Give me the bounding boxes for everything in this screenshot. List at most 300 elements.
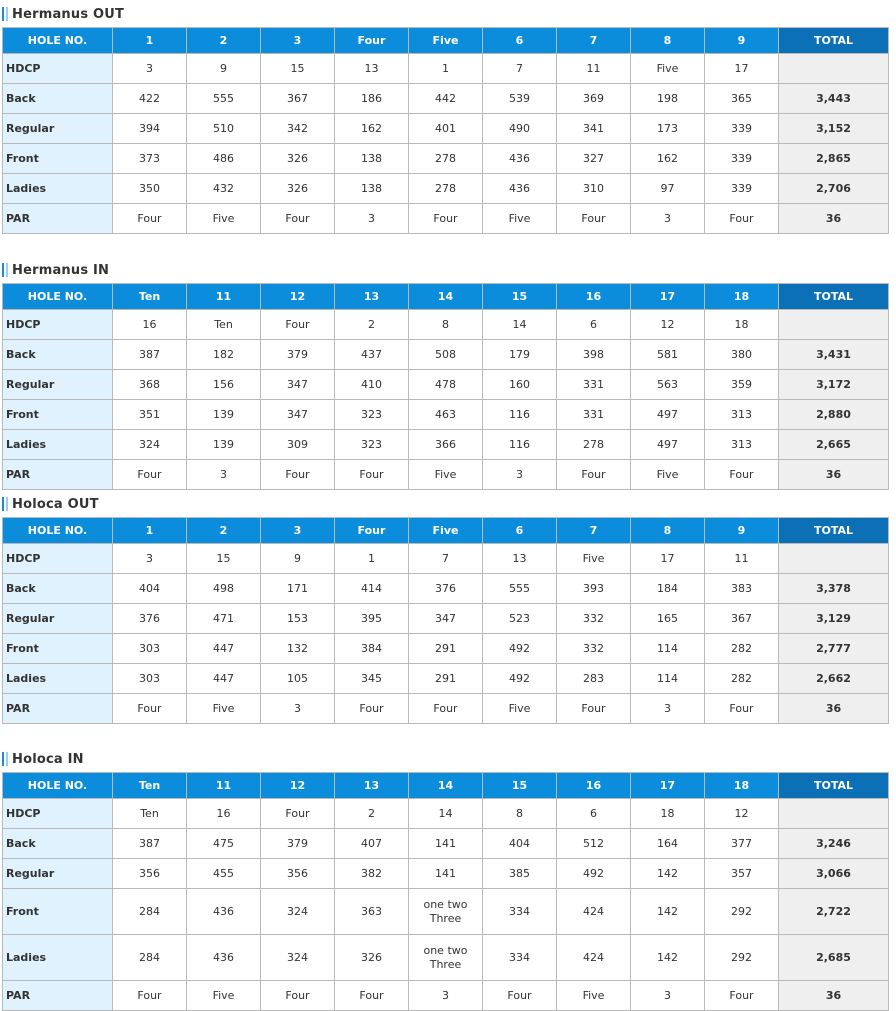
scorecard-table — [2, 772, 889, 1011]
table-cell: 492 — [557, 859, 631, 889]
table-cell: 132 — [261, 634, 335, 664]
total-cell: 2,662 — [779, 664, 889, 694]
table-cell: Five — [483, 694, 557, 724]
table-cell: 141 — [409, 829, 483, 859]
table-cell: 12 — [705, 799, 779, 829]
row-label: Back — [3, 574, 113, 604]
total-cell: 2,880 — [779, 400, 889, 430]
table-cell: Five — [409, 460, 483, 490]
table-cell: 114 — [631, 634, 705, 664]
table-cell: 15 — [187, 544, 261, 574]
row-label: PAR — [3, 204, 113, 234]
table-row — [3, 430, 889, 460]
table-cell: 13 — [335, 54, 409, 84]
table-cell: 395 — [335, 604, 409, 634]
header-cell: 7 — [557, 518, 631, 544]
table-cell: 16 — [187, 799, 261, 829]
table-cell: 138 — [335, 144, 409, 174]
table-cell: 366 — [409, 430, 483, 460]
title-bar-icon — [2, 497, 8, 511]
table-cell: 379 — [261, 829, 335, 859]
table-cell: 303 — [113, 634, 187, 664]
table-cell: 365 — [705, 84, 779, 114]
scorecard-table — [2, 283, 889, 490]
table-cell: 475 — [187, 829, 261, 859]
table-cell: Five — [187, 694, 261, 724]
table-cell: 162 — [631, 144, 705, 174]
header-cell: Five — [409, 28, 483, 54]
header-cell: 11 — [187, 773, 261, 799]
table-cell: 17 — [705, 54, 779, 84]
table-cell: 356 — [261, 859, 335, 889]
table-cell: 471 — [187, 604, 261, 634]
table-cell: 432 — [187, 174, 261, 204]
table-cell: 3 — [113, 544, 187, 574]
table-cell: 363 — [335, 889, 409, 935]
table-row — [3, 859, 889, 889]
table-cell: 339 — [705, 114, 779, 144]
table-cell: 7 — [483, 54, 557, 84]
section-holoca-out — [0, 494, 896, 715]
table-cell: 351 — [113, 400, 187, 430]
table-cell: 11 — [705, 544, 779, 574]
table-cell: 401 — [409, 114, 483, 144]
header-cell-total: TOTAL — [779, 284, 889, 310]
table-row — [3, 799, 889, 829]
table-cell: 324 — [113, 430, 187, 460]
table-cell: 198 — [631, 84, 705, 114]
table-cell: 282 — [705, 664, 779, 694]
table-cell: 179 — [483, 340, 557, 370]
table-cell: 3 — [409, 981, 483, 1011]
table-cell: 182 — [187, 340, 261, 370]
table-row — [3, 204, 889, 234]
header-cell: 3 — [261, 28, 335, 54]
table-cell: Four — [261, 204, 335, 234]
table-cell: Four — [335, 694, 409, 724]
header-row — [3, 284, 889, 310]
header-cell-total: TOTAL — [779, 773, 889, 799]
row-label: Regular — [3, 114, 113, 144]
total-cell: 3,246 — [779, 829, 889, 859]
header-cell: 9 — [705, 518, 779, 544]
table-cell: 497 — [631, 400, 705, 430]
table-cell: Four — [705, 694, 779, 724]
table-cell: 424 — [557, 889, 631, 935]
table-cell: 3 — [335, 204, 409, 234]
table-cell: 142 — [631, 889, 705, 935]
row-label: Front — [3, 400, 113, 430]
total-cell — [779, 799, 889, 829]
table-cell: 97 — [631, 174, 705, 204]
table-cell: 377 — [705, 829, 779, 859]
table-cell: Four — [261, 310, 335, 340]
table-cell: 387 — [113, 340, 187, 370]
table-cell: 3 — [261, 694, 335, 724]
table-cell: Four — [705, 981, 779, 1011]
table-row — [3, 889, 889, 935]
row-label: Front — [3, 144, 113, 174]
table-row — [3, 310, 889, 340]
table-cell: 105 — [261, 664, 335, 694]
table-cell: 6 — [557, 310, 631, 340]
table-cell: 394 — [113, 114, 187, 144]
table-cell: Five — [631, 460, 705, 490]
header-cell: HOLE NO. — [3, 773, 113, 799]
table-cell: 326 — [335, 935, 409, 981]
header-cell: 2 — [187, 518, 261, 544]
table-cell: Five — [557, 544, 631, 574]
table-cell: 326 — [261, 174, 335, 204]
table-row — [3, 144, 889, 174]
table-cell: Five — [187, 981, 261, 1011]
header-cell: HOLE NO. — [3, 518, 113, 544]
table-cell: 303 — [113, 664, 187, 694]
table-cell: Four — [557, 204, 631, 234]
table-cell: 410 — [335, 370, 409, 400]
table-cell: 376 — [113, 604, 187, 634]
table-cell: 555 — [483, 574, 557, 604]
header-cell: 14 — [409, 773, 483, 799]
table-cell: Four — [483, 981, 557, 1011]
table-cell: 2 — [335, 310, 409, 340]
table-cell: 398 — [557, 340, 631, 370]
table-cell: 382 — [335, 859, 409, 889]
table-cell: 490 — [483, 114, 557, 144]
row-label: Back — [3, 340, 113, 370]
table-row — [3, 604, 889, 634]
table-cell: 313 — [705, 430, 779, 460]
table-cell: 139 — [187, 430, 261, 460]
header-cell: 12 — [261, 284, 335, 310]
table-cell: 14 — [483, 310, 557, 340]
header-cell: 17 — [631, 284, 705, 310]
header-cell-total: TOTAL — [779, 518, 889, 544]
total-cell: 36 — [779, 694, 889, 724]
row-label: Regular — [3, 370, 113, 400]
table-cell: 8 — [409, 310, 483, 340]
table-cell: Four — [557, 694, 631, 724]
table-cell: 309 — [261, 430, 335, 460]
header-cell: 8 — [631, 28, 705, 54]
total-cell: 36 — [779, 460, 889, 490]
table-cell: 9 — [261, 544, 335, 574]
table-cell: 142 — [631, 859, 705, 889]
table-cell: 3 — [631, 981, 705, 1011]
total-cell: 3,066 — [779, 859, 889, 889]
table-cell: Four — [261, 981, 335, 1011]
table-cell: 18 — [705, 310, 779, 340]
table-cell: 581 — [631, 340, 705, 370]
table-cell: 327 — [557, 144, 631, 174]
section-title: Holoca OUT — [0, 494, 896, 514]
table-cell: 332 — [557, 634, 631, 664]
header-cell: 16 — [557, 284, 631, 310]
table-cell: 393 — [557, 574, 631, 604]
row-label: Regular — [3, 859, 113, 889]
table-row — [3, 54, 889, 84]
table-cell: 384 — [335, 634, 409, 664]
table-row — [3, 664, 889, 694]
table-cell: Four — [409, 694, 483, 724]
table-cell: 407 — [335, 829, 409, 859]
table-cell: 442 — [409, 84, 483, 114]
row-label: Ladies — [3, 664, 113, 694]
table-row — [3, 544, 889, 574]
total-cell: 3,152 — [779, 114, 889, 144]
table-cell: 186 — [335, 84, 409, 114]
table-cell: Ten — [187, 310, 261, 340]
total-cell: 36 — [779, 204, 889, 234]
table-cell: 9 — [187, 54, 261, 84]
table-row — [3, 981, 889, 1011]
section-title: Hermanus OUT — [0, 4, 896, 24]
table-row — [3, 174, 889, 204]
row-label: Front — [3, 889, 113, 935]
table-cell: 171 — [261, 574, 335, 604]
table-cell: 3 — [631, 204, 705, 234]
header-cell: HOLE NO. — [3, 284, 113, 310]
table-cell: 334 — [483, 889, 557, 935]
table-cell: 278 — [409, 144, 483, 174]
table-cell: Four — [261, 460, 335, 490]
table-cell: 7 — [409, 544, 483, 574]
table-cell: 350 — [113, 174, 187, 204]
table-cell: 447 — [187, 634, 261, 664]
table-cell: 486 — [187, 144, 261, 174]
table-cell: 404 — [113, 574, 187, 604]
table-cell: 512 — [557, 829, 631, 859]
table-cell: 323 — [335, 400, 409, 430]
section-hermanus-out — [0, 4, 896, 225]
header-row — [3, 773, 889, 799]
header-cell: 11 — [187, 284, 261, 310]
table-cell: 8 — [483, 799, 557, 829]
table-cell: 12 — [631, 310, 705, 340]
table-cell: 173 — [631, 114, 705, 144]
table-cell: 422 — [113, 84, 187, 114]
table-cell: 141 — [409, 859, 483, 889]
total-cell: 2,777 — [779, 634, 889, 664]
row-label: HDCP — [3, 54, 113, 84]
table-cell: 326 — [261, 144, 335, 174]
table-cell: 18 — [631, 799, 705, 829]
table-cell: 478 — [409, 370, 483, 400]
table-cell: 492 — [483, 634, 557, 664]
header-cell: 14 — [409, 284, 483, 310]
table-row — [3, 400, 889, 430]
table-cell: 498 — [187, 574, 261, 604]
header-cell: Four — [335, 28, 409, 54]
table-cell: 164 — [631, 829, 705, 859]
table-cell: 138 — [335, 174, 409, 204]
header-cell: HOLE NO. — [3, 28, 113, 54]
total-cell — [779, 310, 889, 340]
table-cell: 339 — [705, 174, 779, 204]
total-cell: 36 — [779, 981, 889, 1011]
table-cell: 6 — [557, 799, 631, 829]
table-cell: 367 — [705, 604, 779, 634]
row-label: PAR — [3, 460, 113, 490]
table-cell: 359 — [705, 370, 779, 400]
total-cell — [779, 54, 889, 84]
table-cell: Four — [557, 460, 631, 490]
table-cell: 437 — [335, 340, 409, 370]
total-cell: 3,378 — [779, 574, 889, 604]
header-cell: 9 — [705, 28, 779, 54]
table-cell: 313 — [705, 400, 779, 430]
row-label: Front — [3, 634, 113, 664]
table-cell: 116 — [483, 430, 557, 460]
table-cell: 284 — [113, 889, 187, 935]
table-cell: 324 — [261, 889, 335, 935]
table-cell: 436 — [483, 144, 557, 174]
header-cell: 1 — [113, 518, 187, 544]
scorecard-table — [2, 27, 889, 234]
header-row — [3, 518, 889, 544]
row-label: Ladies — [3, 430, 113, 460]
table-cell: 380 — [705, 340, 779, 370]
table-cell: 142 — [631, 935, 705, 981]
table-row — [3, 84, 889, 114]
scorecard-table — [2, 517, 889, 724]
table-cell: Five — [483, 204, 557, 234]
table-cell: 332 — [557, 604, 631, 634]
table-cell: 291 — [409, 634, 483, 664]
table-cell: 447 — [187, 664, 261, 694]
row-label: PAR — [3, 694, 113, 724]
table-cell: 436 — [483, 174, 557, 204]
table-cell: 17 — [631, 544, 705, 574]
table-row — [3, 634, 889, 664]
table-cell: Four — [113, 460, 187, 490]
table-cell: 278 — [557, 430, 631, 460]
table-cell: Four — [705, 204, 779, 234]
table-cell: Four — [335, 981, 409, 1011]
table-cell: Four — [335, 460, 409, 490]
table-cell: 13 — [483, 544, 557, 574]
table-cell: 357 — [705, 859, 779, 889]
row-label: Back — [3, 84, 113, 114]
table-cell: 373 — [113, 144, 187, 174]
table-cell: one two Three — [409, 889, 483, 935]
title-bar-icon — [2, 263, 8, 277]
row-label: Regular — [3, 604, 113, 634]
row-label: HDCP — [3, 310, 113, 340]
table-cell: 165 — [631, 604, 705, 634]
table-cell: 278 — [409, 174, 483, 204]
header-cell: 2 — [187, 28, 261, 54]
table-cell: 291 — [409, 664, 483, 694]
table-cell: Four — [705, 460, 779, 490]
header-row — [3, 28, 889, 54]
table-cell: 347 — [409, 604, 483, 634]
table-cell: 497 — [631, 430, 705, 460]
table-cell: 387 — [113, 829, 187, 859]
total-cell: 2,685 — [779, 935, 889, 981]
total-cell: 3,129 — [779, 604, 889, 634]
table-cell: 114 — [631, 664, 705, 694]
table-cell: 369 — [557, 84, 631, 114]
section-title: Hermanus IN — [0, 260, 896, 280]
row-label: Back — [3, 829, 113, 859]
table-cell: 414 — [335, 574, 409, 604]
table-cell: 508 — [409, 340, 483, 370]
table-cell: 139 — [187, 400, 261, 430]
header-cell: 18 — [705, 284, 779, 310]
header-cell: 3 — [261, 518, 335, 544]
table-cell: 3 — [113, 54, 187, 84]
table-row — [3, 574, 889, 604]
table-cell: 3 — [483, 460, 557, 490]
table-cell: 341 — [557, 114, 631, 144]
table-cell: 282 — [705, 634, 779, 664]
table-cell: one two Three — [409, 935, 483, 981]
header-cell: 8 — [631, 518, 705, 544]
row-label: Ladies — [3, 174, 113, 204]
total-cell: 2,706 — [779, 174, 889, 204]
table-cell: 3 — [187, 460, 261, 490]
table-cell: 376 — [409, 574, 483, 604]
total-cell: 2,722 — [779, 889, 889, 935]
table-cell: 356 — [113, 859, 187, 889]
table-row — [3, 829, 889, 859]
table-cell: Four — [261, 799, 335, 829]
header-cell: Four — [335, 518, 409, 544]
table-cell: 292 — [705, 935, 779, 981]
table-cell: 334 — [483, 935, 557, 981]
row-label: HDCP — [3, 799, 113, 829]
table-cell: 404 — [483, 829, 557, 859]
table-cell: 324 — [261, 935, 335, 981]
row-label: PAR — [3, 981, 113, 1011]
table-row — [3, 460, 889, 490]
row-label: HDCP — [3, 544, 113, 574]
table-cell: 156 — [187, 370, 261, 400]
header-cell-total: TOTAL — [779, 28, 889, 54]
total-cell: 3,443 — [779, 84, 889, 114]
table-cell: 1 — [409, 54, 483, 84]
table-cell: 492 — [483, 664, 557, 694]
table-cell: 436 — [187, 889, 261, 935]
row-label: Ladies — [3, 935, 113, 981]
table-cell: 539 — [483, 84, 557, 114]
table-cell: 284 — [113, 935, 187, 981]
table-cell: 323 — [335, 430, 409, 460]
header-cell: 15 — [483, 284, 557, 310]
header-cell: 17 — [631, 773, 705, 799]
table-cell: 383 — [705, 574, 779, 604]
table-row — [3, 694, 889, 724]
section-hermanus-in — [0, 260, 896, 481]
total-cell: 3,431 — [779, 340, 889, 370]
table-cell: 16 — [113, 310, 187, 340]
table-cell: 379 — [261, 340, 335, 370]
table-cell: 184 — [631, 574, 705, 604]
header-cell: 12 — [261, 773, 335, 799]
table-cell: Five — [631, 54, 705, 84]
header-cell: 16 — [557, 773, 631, 799]
total-cell: 2,665 — [779, 430, 889, 460]
table-row — [3, 114, 889, 144]
table-row — [3, 935, 889, 981]
table-cell: 368 — [113, 370, 187, 400]
header-cell: 7 — [557, 28, 631, 54]
header-cell: 15 — [483, 773, 557, 799]
table-cell: 2 — [335, 799, 409, 829]
table-cell: 342 — [261, 114, 335, 144]
header-cell: Five — [409, 518, 483, 544]
